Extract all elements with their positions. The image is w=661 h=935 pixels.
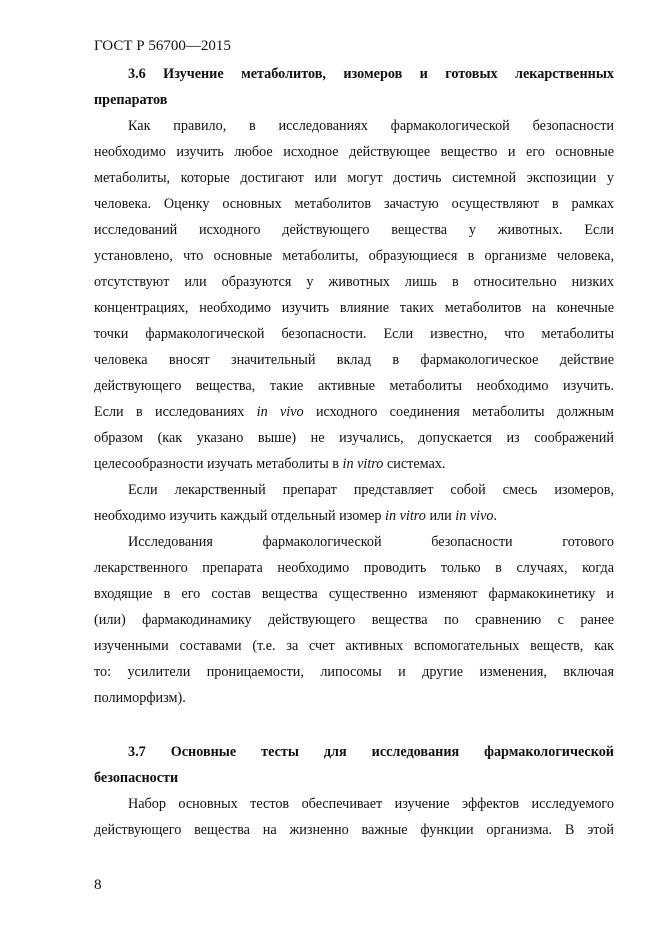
italic-term: in vivo (256, 404, 304, 420)
text-span: . (493, 508, 498, 524)
paragraph-3-line: (или) фармакодинамику действующего вещества по сравнению с ранее (94, 612, 614, 628)
paragraph-2-line (94, 504, 614, 529)
text-span: исходного соединения метаболиты должным (303, 404, 615, 420)
paragraph-1-line: человека. Оценку основных метаболитов зачастую осуществляют в рамках (94, 196, 614, 212)
paragraph-4-line: действующего вещества на жизненно важные функции организма. В этой (94, 822, 614, 838)
section-3-7-title-line1: 3.7 Основные тесты для исследования фармакологической (128, 744, 614, 760)
paragraph-1-line: отсутствуют или образуются у животных лишь в относительно низких (94, 274, 614, 290)
paragraph-3-line: Исследования фармакологической безопасности готового (128, 534, 614, 550)
paragraph-1-line: образом (как указано выше) не изучались, допускается из соображений (94, 430, 614, 446)
paragraph-3-line: изученными составами (т.е. за счет активных вспомогательных веществ, как (94, 638, 614, 654)
italic-term: in vitro (385, 508, 426, 524)
paragraph-1-line: концентрациях, необходимо изучить влияние таких метаболитов на конечные (94, 300, 614, 316)
section-3-6-title-line2: препаратов (94, 92, 168, 108)
italic-term: in vivo (455, 508, 494, 524)
paragraph-1-line (94, 452, 614, 477)
text-span: необходимо изучить каждый отдельный изомер (94, 508, 386, 524)
paragraph-3-line: то: усилители проницаемости, липосомы и другие изменения, включая (94, 664, 614, 680)
text-span: Если в исследованиях (94, 404, 257, 420)
paragraph-1-line: метаболиты, которые достигают или могут достичь системной экспозиции у (94, 170, 614, 186)
text-span: целесообразности изучать метаболиты в (94, 456, 343, 472)
section-3-6-title-line1: 3.6 Изучение метаболитов, изомеров и готовых лекарственных (128, 66, 614, 82)
text-span: системах. (383, 456, 446, 472)
page-number: 8 (94, 877, 102, 893)
paragraph-3-line: входящие в его состав вещества существенно изменяют фармакокинетику и (94, 586, 614, 602)
paragraph-1-line: действующего вещества, такие активные метаболиты необходимо изучить. (94, 378, 614, 394)
page-header: ГОСТ Р 56700—2015 (94, 38, 231, 54)
paragraph-2-line: Если лекарственный препарат представляет собой смесь изомеров, (128, 482, 614, 498)
paragraph-3-line: полиморфизм). (94, 690, 186, 706)
paragraph-1-line (94, 400, 614, 425)
paragraph-1-line: необходимо изучить любое исходное действующее вещество и его основные (94, 144, 614, 160)
italic-term: in vitro (342, 456, 384, 472)
text-span: или (425, 508, 456, 524)
paragraph-1-line: Как правило, в исследованиях фармакологической безопасности (128, 118, 614, 134)
section-3-7-title-line2: безопасности (94, 770, 179, 786)
paragraph-1-line: человека вносят значительный вклад в фармакологическое действие (94, 352, 614, 368)
paragraph-4-line: Набор основных тестов обеспечивает изучение эффектов исследуемого (128, 796, 614, 812)
paragraph-1-line: исследований исходного действующего вещества у животных. Если (94, 222, 614, 238)
paragraph-1-line: точки фармакологической безопасности. Если известно, что метаболиты (94, 326, 614, 342)
paragraph-3-line: лекарственного препарата необходимо проводить только в случаях, когда (94, 560, 614, 576)
paragraph-1-line: установлено, что основные метаболиты, образующиеся в организме человека, (94, 248, 614, 264)
